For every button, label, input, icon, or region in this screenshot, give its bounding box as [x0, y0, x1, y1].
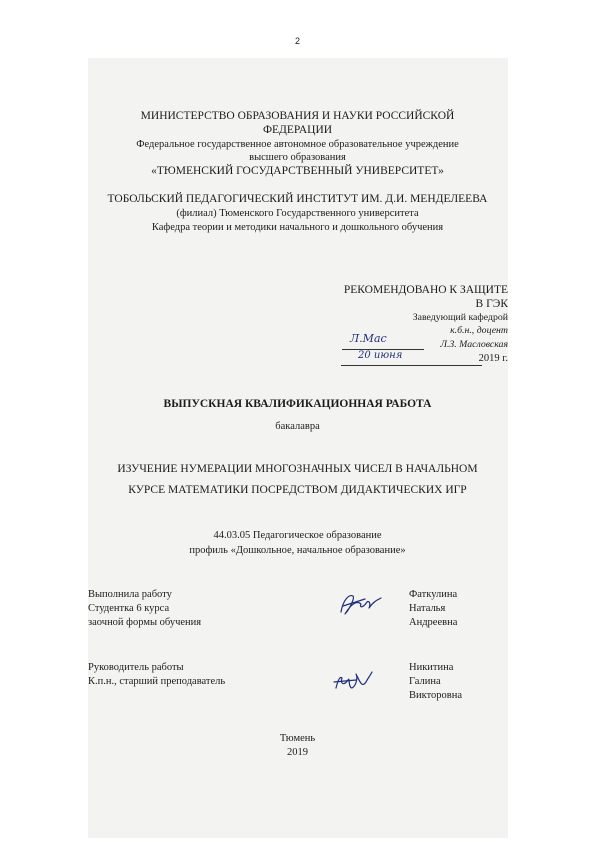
supervisor-surname: Никитина [409, 662, 454, 673]
work-level: бакалавра [275, 421, 320, 432]
university-name: «ТЮМЕНСКИЙ ГОСУДАРСТВЕННЫЙ УНИВЕРСИТЕТ» [151, 165, 444, 177]
city: Тюмень [279, 733, 316, 744]
footer-year: 2019 [287, 747, 308, 758]
head-name: Л.З. Масловская [440, 339, 508, 350]
handwritten-date: 20 июня [358, 350, 403, 361]
work-type: ВЫПУСКНАЯ КВАЛИФИКАЦИОННАЯ РАБОТА [163, 398, 432, 410]
work-title-line-1: ИЗУЧЕНИЕ НУМЕРАЦИИ МНОГОЗНАЧНЫХ ЧИСЕЛ В НАЧАЛЬНОМ [117, 463, 478, 475]
supervisor-role-1: Руководитель работы [88, 662, 184, 673]
page-number: 2 [294, 36, 300, 46]
date-line [341, 365, 482, 366]
author-patronymic: Андреевна [409, 617, 458, 628]
author-name: Наталья [409, 603, 446, 614]
program-code: 44.03.05 Педагогическое образование [213, 530, 382, 541]
author-surname: Фаткулина [409, 589, 458, 600]
author-role-2: Студентка 6 курса [88, 603, 170, 614]
ministry-line-1: МИНИСТЕРСТВО ОБРАЗОВАНИЯ И НАУКИ РОССИЙСКОЙ [140, 110, 455, 122]
handwritten-signature: Л.Мас [350, 332, 387, 345]
branch-name: (филиал) Тюменского Государственного университета [176, 208, 419, 219]
author-signature [335, 590, 385, 620]
supervisor-role-2: К.п.н., старший преподаватель [88, 676, 226, 687]
supervisor-name: Галина [409, 676, 441, 687]
head-title: Заведующий кафедрой [412, 312, 508, 323]
head-degree: к.б.н., доцент [450, 325, 508, 336]
approval-line-1: РЕКОМЕНДОВАНО К ЗАЩИТЕ [343, 284, 508, 296]
supervisor-signature [328, 668, 378, 698]
approval-line-2: В ГЭК [475, 298, 508, 310]
approval-year: 2019 г. [478, 353, 508, 364]
department-name: Кафедра теории и методики начального и дошкольного обучения [151, 222, 444, 233]
author-role-1: Выполнила работу [88, 589, 172, 600]
agency-line-2: высшего образования [249, 152, 346, 163]
ministry-line-2: ФЕДЕРАЦИИ [262, 124, 333, 136]
work-title-line-2: КУРСЕ МАТЕМАТИКИ ПОСРЕДСТВОМ ДИДАКТИЧЕСКИХ ИГР [128, 484, 467, 496]
author-role-3: заочной формы обучения [88, 617, 202, 628]
institute-name: ТОБОЛЬСКИЙ ПЕДАГОГИЧЕСКИЙ ИНСТИТУТ ИМ. Д.И. МЕНДЕЛЕЕВА [107, 193, 488, 205]
supervisor-patronymic: Викторовна [409, 690, 463, 701]
agency-line-1: Федеральное государственное автономное образовательное учреждение [136, 139, 459, 150]
program-profile: профиль «Дошкольное, начальное образование» [189, 545, 406, 556]
